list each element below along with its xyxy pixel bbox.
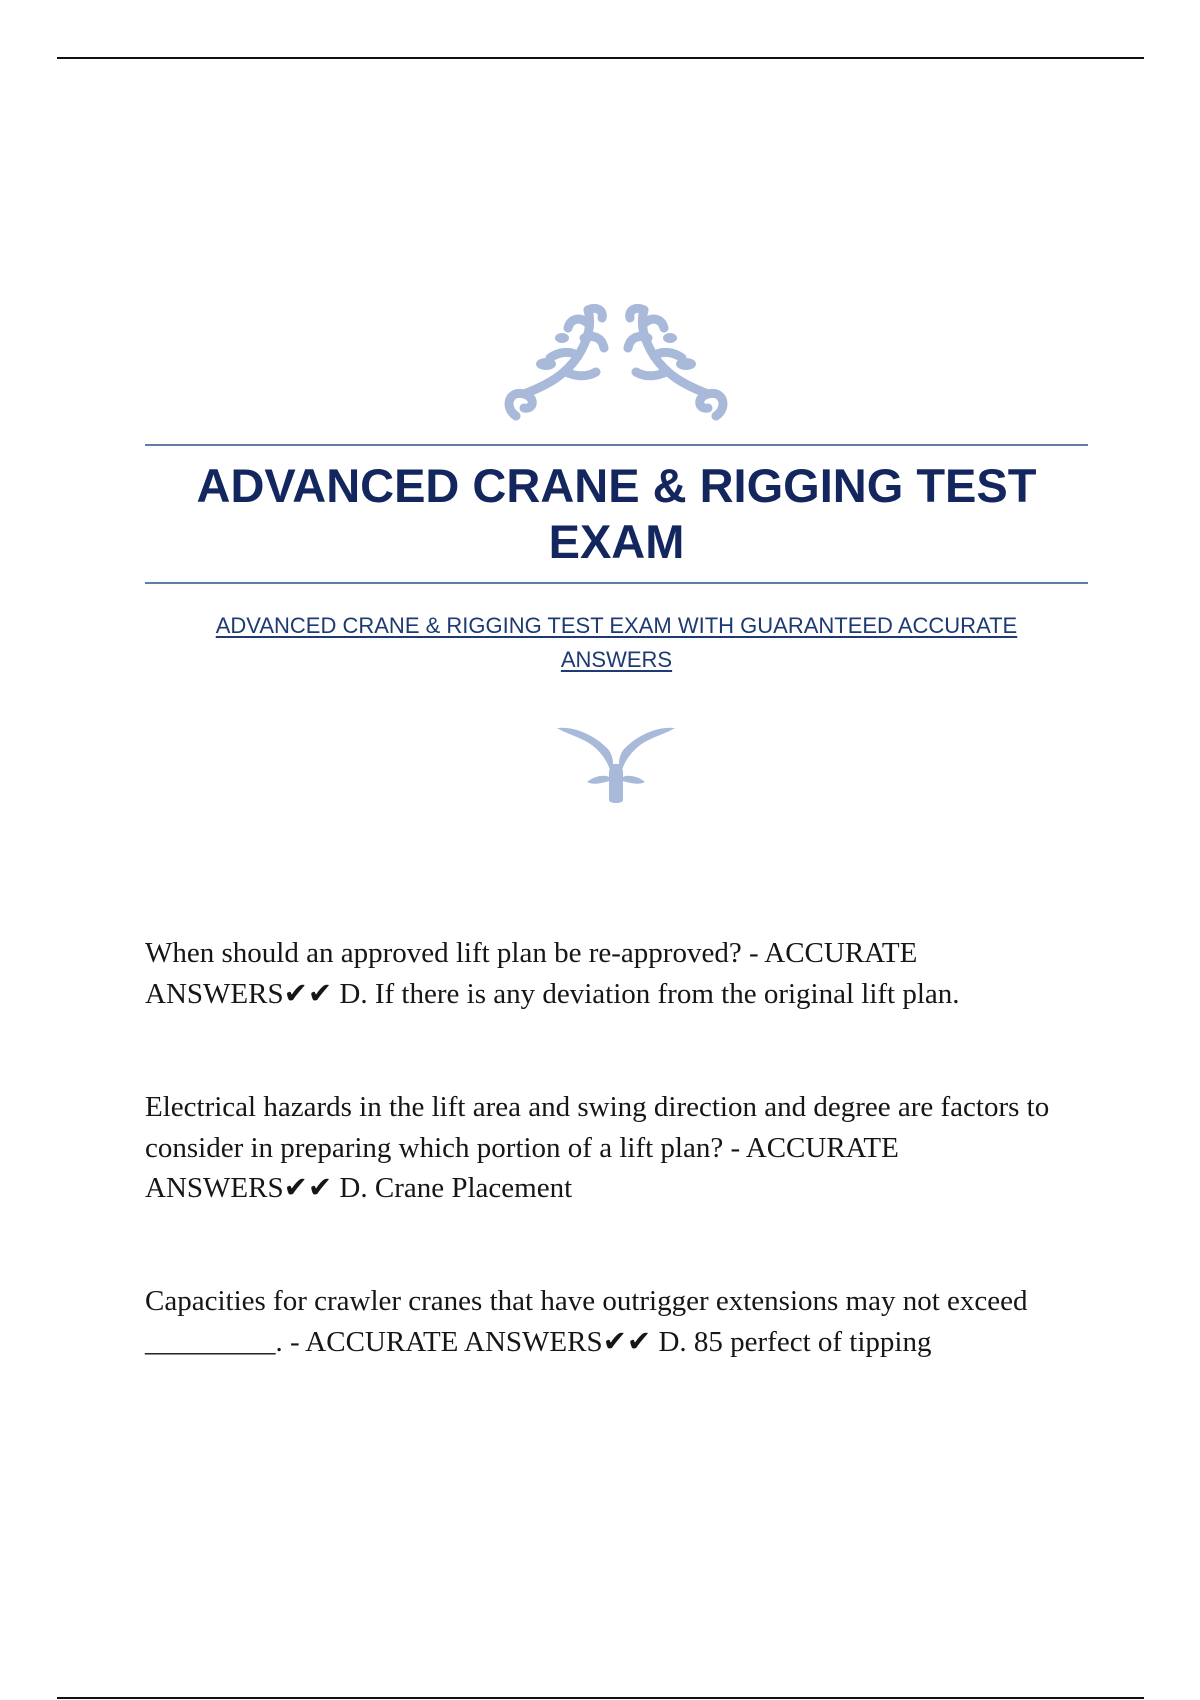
page-top-rule — [57, 57, 1144, 59]
question-answer-1: When should an approved lift plan be re-approved? - ACCURATE ANSWERS✔✔ D. If there is any deviation from the original lift plan. — [145, 937, 960, 1010]
floral-scroll-ornament-icon — [500, 298, 732, 424]
question-answer-2: Electrical hazards in the lift area and swing direction and degree are factors to consider in preparing which portion of a lift plan? - ACCURATE ANSWERS✔✔ D. Crane Placement — [145, 1091, 1050, 1204]
page-subtitle-link[interactable]: ADVANCED CRANE & RIGGING TEST EXAM WITH GUARANTEED ACCURATE ANSWERS — [215, 613, 1018, 672]
page-bottom-rule — [57, 1697, 1144, 1699]
fleur-divider-ornament-icon — [553, 722, 679, 804]
question-answer-3: Capacities for crawler cranes that have outrigger extensions may not exceed _________. - ACCURATE ANSWERS✔✔ D. 85 perfect of tipping — [145, 1285, 1028, 1358]
title-block — [145, 444, 1088, 584]
page-title: ADVANCED CRANE & RIGGING TEST EXAM — [196, 459, 1037, 568]
